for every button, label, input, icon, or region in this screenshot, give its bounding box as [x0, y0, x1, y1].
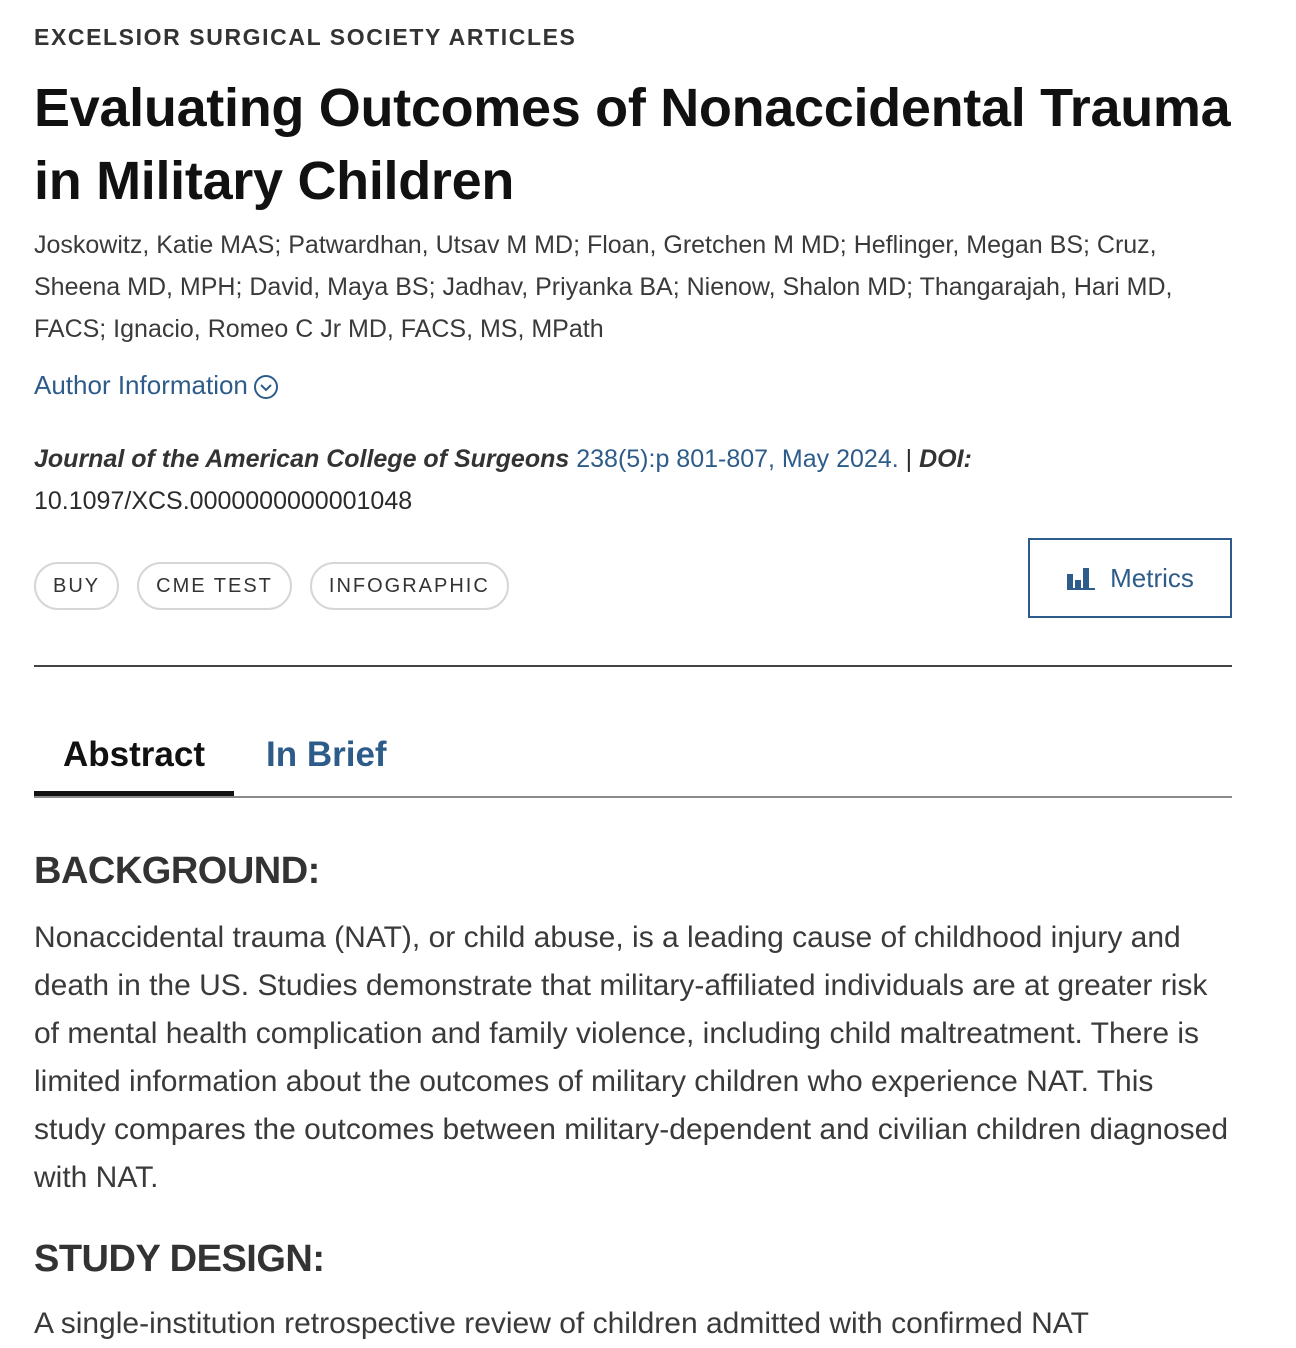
tabs-baseline	[34, 796, 1232, 798]
author-information-label: Author Information	[34, 370, 248, 400]
bar-chart-icon	[1066, 565, 1096, 591]
active-tab-indicator	[34, 791, 234, 796]
tab-in-brief-label: In Brief	[266, 735, 387, 774]
doi-value: 10.1097/XCS.0000000000001048	[34, 487, 413, 515]
tab-abstract[interactable]	[34, 714, 234, 796]
study-design-text: A single-institution retrospective review of children admitted with confirmed NAT	[34, 1307, 1089, 1340]
cme-test-button[interactable]: CME TEST	[137, 562, 292, 610]
author-information-toggle[interactable]	[34, 370, 280, 401]
content-tabs	[34, 714, 1232, 798]
author-list: Joskowitz, Katie MAS; Patwardhan, Utsav M MD; Floan, Gretchen M MD; Heflinger, Megan BS; Cruz, Sheena MD, MPH; David, Maya BS; Jadhav, Priyanka BA; Nienow, Shalon MD; Thangarajah, Hari MD, FACS; Ignacio, Romeo C Jr MD, FACS, MS, MPath	[34, 231, 1173, 343]
section-divider	[34, 665, 1232, 667]
tab-abstract-label: Abstract	[63, 735, 205, 774]
chevron-down-circle-icon	[252, 372, 280, 400]
background-text: Nonaccidental trauma (NAT), or child abuse, is a leading cause of childhood injury and death in the US. Studies demonstrate that military-affiliated individuals are at greater risk of mental health complication and family violence, including child maltreatment. There is limited information about the outcomes of military children who experience NAT. This study compares the outcomes between military-dependent and civilian children diagnosed with NAT.	[34, 921, 1229, 1194]
buy-button[interactable]: BUY	[34, 562, 119, 610]
citation	[34, 438, 1234, 522]
study-design-heading: STUDY DESIGN:	[34, 1238, 325, 1280]
article-category: EXCELSIOR SURGICAL SOCIETY ARTICLES	[34, 24, 577, 50]
article-actions	[34, 562, 509, 610]
tab-in-brief[interactable]	[266, 714, 387, 796]
metrics-label: Metrics	[1110, 562, 1194, 593]
doi-label: DOI:	[919, 445, 972, 473]
article-title: Evaluating Outcomes of Nonaccidental Trauma in Military Children	[34, 78, 1231, 211]
volume-link[interactable]: 238(5):p 801-807, May 2024.	[576, 445, 899, 473]
infographic-button[interactable]: INFOGRAPHIC	[310, 562, 509, 610]
background-heading: BACKGROUND:	[34, 850, 320, 892]
journal-name: Journal of the American College of Surgeons	[34, 445, 570, 473]
citation-separator: |	[905, 445, 913, 473]
metrics-button[interactable]	[1028, 538, 1232, 618]
